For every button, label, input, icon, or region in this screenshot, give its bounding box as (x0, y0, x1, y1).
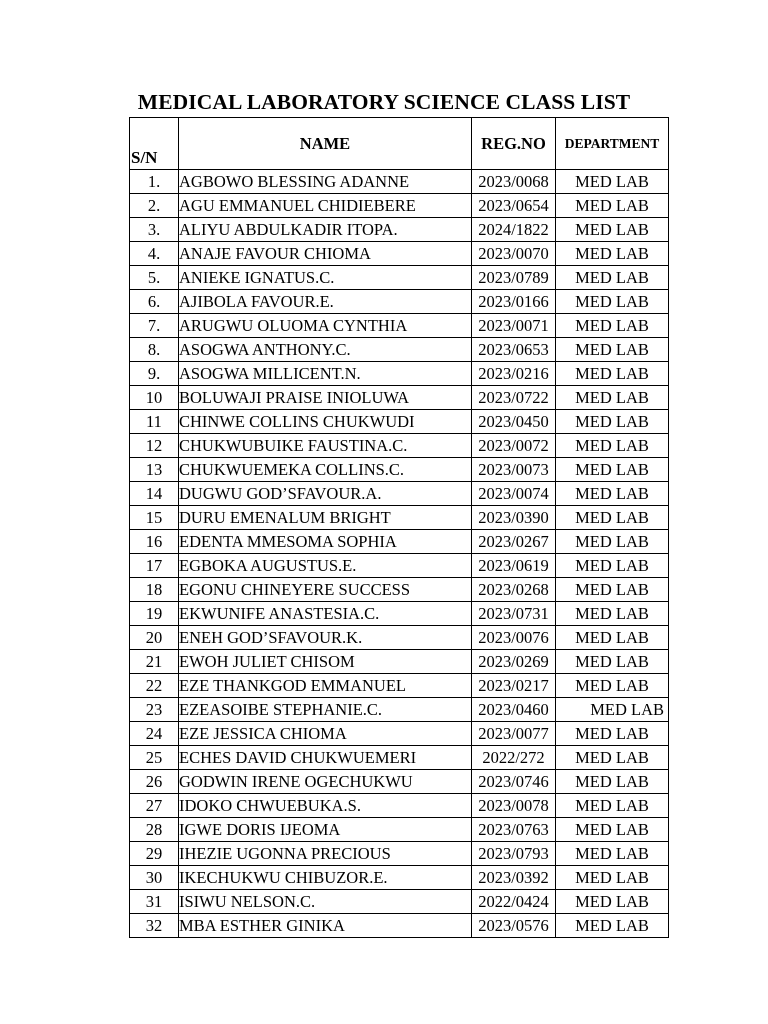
cell-reg-no: 2023/0068 (472, 170, 556, 194)
cell-department: MED LAB (556, 458, 669, 482)
table-row (130, 458, 669, 482)
cell-name: ENEH GOD’SFAVOUR.K. (179, 626, 472, 650)
cell-department: MED LAB (556, 818, 669, 842)
cell-reg-no: 2023/0654 (472, 194, 556, 218)
cell-sn: 18 (130, 578, 179, 602)
table-row (130, 242, 669, 266)
cell-department: MED LAB (556, 242, 669, 266)
table-row (130, 506, 669, 530)
cell-department: MED LAB (556, 602, 669, 626)
cell-department: MED LAB (556, 554, 669, 578)
cell-name: CHUKWUBUIKE FAUSTINA.C. (179, 434, 472, 458)
cell-sn: 24 (130, 722, 179, 746)
cell-department: MED LAB (556, 722, 669, 746)
cell-name: ANAJE FAVOUR CHIOMA (179, 242, 472, 266)
cell-sn: 9. (130, 362, 179, 386)
table-row (130, 698, 669, 722)
header-sn: S/N (130, 118, 179, 170)
cell-department: MED LAB (556, 674, 669, 698)
cell-reg-no: 2023/0390 (472, 506, 556, 530)
cell-name: IDOKO CHWUEBUKA.S. (179, 794, 472, 818)
cell-reg-no: 2023/0731 (472, 602, 556, 626)
table-row (130, 290, 669, 314)
table-body (130, 170, 669, 938)
cell-reg-no: 2023/0746 (472, 770, 556, 794)
cell-reg-no: 2023/0793 (472, 842, 556, 866)
cell-reg-no: 2023/0789 (472, 266, 556, 290)
table-row (130, 866, 669, 890)
table-row (130, 218, 669, 242)
cell-reg-no: 2023/0076 (472, 626, 556, 650)
cell-sn: 10 (130, 386, 179, 410)
cell-department: MED LAB (556, 578, 669, 602)
cell-department: MED LAB (556, 530, 669, 554)
cell-sn: 14 (130, 482, 179, 506)
cell-department: MED LAB (556, 266, 669, 290)
cell-name: EGONU CHINEYERE SUCCESS (179, 578, 472, 602)
cell-name: GODWIN IRENE OGECHUKWU (179, 770, 472, 794)
cell-department: MED LAB (556, 170, 669, 194)
cell-sn: 6. (130, 290, 179, 314)
cell-department: MED LAB (556, 698, 669, 722)
cell-reg-no: 2022/272 (472, 746, 556, 770)
cell-reg-no: 2023/0166 (472, 290, 556, 314)
table-row (130, 722, 669, 746)
cell-name: ASOGWA ANTHONY.C. (179, 338, 472, 362)
cell-name: DURU EMENALUM BRIGHT (179, 506, 472, 530)
cell-name: CHUKWUEMEKA COLLINS.C. (179, 458, 472, 482)
cell-name: AGU EMMANUEL CHIDIEBERE (179, 194, 472, 218)
cell-sn: 13 (130, 458, 179, 482)
header-name: NAME (179, 118, 472, 170)
cell-name: EZE THANKGOD EMMANUEL (179, 674, 472, 698)
table-header (130, 118, 669, 170)
cell-reg-no: 2023/0653 (472, 338, 556, 362)
header-row (130, 118, 669, 170)
cell-sn: 16 (130, 530, 179, 554)
table-row (130, 890, 669, 914)
cell-reg-no: 2023/0392 (472, 866, 556, 890)
cell-department: MED LAB (556, 770, 669, 794)
cell-sn: 1. (130, 170, 179, 194)
cell-name: EZE JESSICA CHIOMA (179, 722, 472, 746)
cell-reg-no: 2023/0763 (472, 818, 556, 842)
table-row (130, 554, 669, 578)
cell-reg-no: 2023/0078 (472, 794, 556, 818)
cell-sn: 11 (130, 410, 179, 434)
cell-sn: 20 (130, 626, 179, 650)
cell-department: MED LAB (556, 890, 669, 914)
cell-department: MED LAB (556, 338, 669, 362)
header-reg-no: REG.NO (472, 118, 556, 170)
cell-department: MED LAB (556, 410, 669, 434)
table-row (130, 170, 669, 194)
table-row (130, 530, 669, 554)
cell-reg-no: 2023/0071 (472, 314, 556, 338)
table-row (130, 410, 669, 434)
cell-reg-no: 2023/0074 (472, 482, 556, 506)
cell-reg-no: 2023/0460 (472, 698, 556, 722)
cell-reg-no: 2023/0269 (472, 650, 556, 674)
table-row (130, 338, 669, 362)
cell-name: IGWE DORIS IJEOMA (179, 818, 472, 842)
cell-reg-no: 2023/0267 (472, 530, 556, 554)
cell-name: ASOGWA MILLICENT.N. (179, 362, 472, 386)
cell-reg-no: 2023/0619 (472, 554, 556, 578)
cell-department: MED LAB (556, 626, 669, 650)
cell-sn: 3. (130, 218, 179, 242)
table-row (130, 818, 669, 842)
cell-name: IHEZIE UGONNA PRECIOUS (179, 842, 472, 866)
class-list-table (129, 117, 669, 938)
table-row (130, 482, 669, 506)
cell-sn: 4. (130, 242, 179, 266)
cell-name: DUGWU GOD’SFAVOUR.A. (179, 482, 472, 506)
cell-reg-no: 2023/0450 (472, 410, 556, 434)
cell-reg-no: 2023/0268 (472, 578, 556, 602)
cell-sn: 30 (130, 866, 179, 890)
cell-department: MED LAB (556, 914, 669, 938)
cell-sn: 25 (130, 746, 179, 770)
cell-sn: 17 (130, 554, 179, 578)
cell-name: CHINWE COLLINS CHUKWUDI (179, 410, 472, 434)
cell-sn: 15 (130, 506, 179, 530)
table-row (130, 626, 669, 650)
table-row (130, 362, 669, 386)
cell-name: MBA ESTHER GINIKA (179, 914, 472, 938)
table-row (130, 842, 669, 866)
cell-name: AJIBOLA FAVOUR.E. (179, 290, 472, 314)
cell-sn: 7. (130, 314, 179, 338)
cell-department: MED LAB (556, 386, 669, 410)
table-row (130, 194, 669, 218)
cell-reg-no: 2022/0424 (472, 890, 556, 914)
cell-name: EGBOKA AUGUSTUS.E. (179, 554, 472, 578)
cell-department: MED LAB (556, 362, 669, 386)
document-title: MEDICAL LABORATORY SCIENCE CLASS LIST (137, 90, 631, 114)
cell-sn: 26 (130, 770, 179, 794)
cell-reg-no: 2023/0216 (472, 362, 556, 386)
cell-reg-no: 2023/0576 (472, 914, 556, 938)
cell-department: MED LAB (556, 650, 669, 674)
cell-sn: 12 (130, 434, 179, 458)
cell-department: MED LAB (556, 842, 669, 866)
cell-sn: 28 (130, 818, 179, 842)
table-row (130, 794, 669, 818)
cell-department: MED LAB (556, 434, 669, 458)
cell-name: EZEASOIBE STEPHANIE.C. (179, 698, 472, 722)
cell-name: BOLUWAJI PRAISE INIOLUWA (179, 386, 472, 410)
table-row (130, 650, 669, 674)
cell-name: IKECHUKWU CHIBUZOR.E. (179, 866, 472, 890)
cell-sn: 2. (130, 194, 179, 218)
table-row (130, 578, 669, 602)
cell-name: ISIWU NELSON.C. (179, 890, 472, 914)
cell-sn: 22 (130, 674, 179, 698)
cell-reg-no: 2023/0217 (472, 674, 556, 698)
cell-department: MED LAB (556, 482, 669, 506)
cell-name: ARUGWU OLUOMA CYNTHIA (179, 314, 472, 338)
cell-sn: 19 (130, 602, 179, 626)
cell-name: EDENTA MMESOMA SOPHIA (179, 530, 472, 554)
cell-department: MED LAB (556, 218, 669, 242)
cell-reg-no: 2023/0072 (472, 434, 556, 458)
cell-name: ANIEKE IGNATUS.C. (179, 266, 472, 290)
table-row (130, 602, 669, 626)
cell-name: EKWUNIFE ANASTESIA.C. (179, 602, 472, 626)
cell-department: MED LAB (556, 314, 669, 338)
cell-sn: 32 (130, 914, 179, 938)
header-department: DEPARTMENT (556, 118, 669, 170)
cell-name: ECHES DAVID CHUKWUEMERI (179, 746, 472, 770)
cell-reg-no: 2024/1822 (472, 218, 556, 242)
cell-name: AGBOWO BLESSING ADANNE (179, 170, 472, 194)
cell-department: MED LAB (556, 194, 669, 218)
table-row (130, 434, 669, 458)
table-row (130, 266, 669, 290)
cell-department: MED LAB (556, 794, 669, 818)
table-row (130, 770, 669, 794)
table-row (130, 914, 669, 938)
cell-department: MED LAB (556, 506, 669, 530)
cell-sn: 29 (130, 842, 179, 866)
cell-name: ALIYU ABDULKADIR ITOPA. (179, 218, 472, 242)
cell-department: MED LAB (556, 746, 669, 770)
cell-reg-no: 2023/0722 (472, 386, 556, 410)
cell-reg-no: 2023/0077 (472, 722, 556, 746)
cell-sn: 21 (130, 650, 179, 674)
cell-department: MED LAB (556, 866, 669, 890)
table-row (130, 746, 669, 770)
cell-name: EWOH JULIET CHISOM (179, 650, 472, 674)
cell-sn: 31 (130, 890, 179, 914)
cell-reg-no: 2023/0073 (472, 458, 556, 482)
table-row (130, 386, 669, 410)
cell-reg-no: 2023/0070 (472, 242, 556, 266)
table-row (130, 314, 669, 338)
cell-department: MED LAB (556, 290, 669, 314)
cell-sn: 5. (130, 266, 179, 290)
cell-sn: 27 (130, 794, 179, 818)
cell-sn: 23 (130, 698, 179, 722)
table-row (130, 674, 669, 698)
cell-sn: 8. (130, 338, 179, 362)
